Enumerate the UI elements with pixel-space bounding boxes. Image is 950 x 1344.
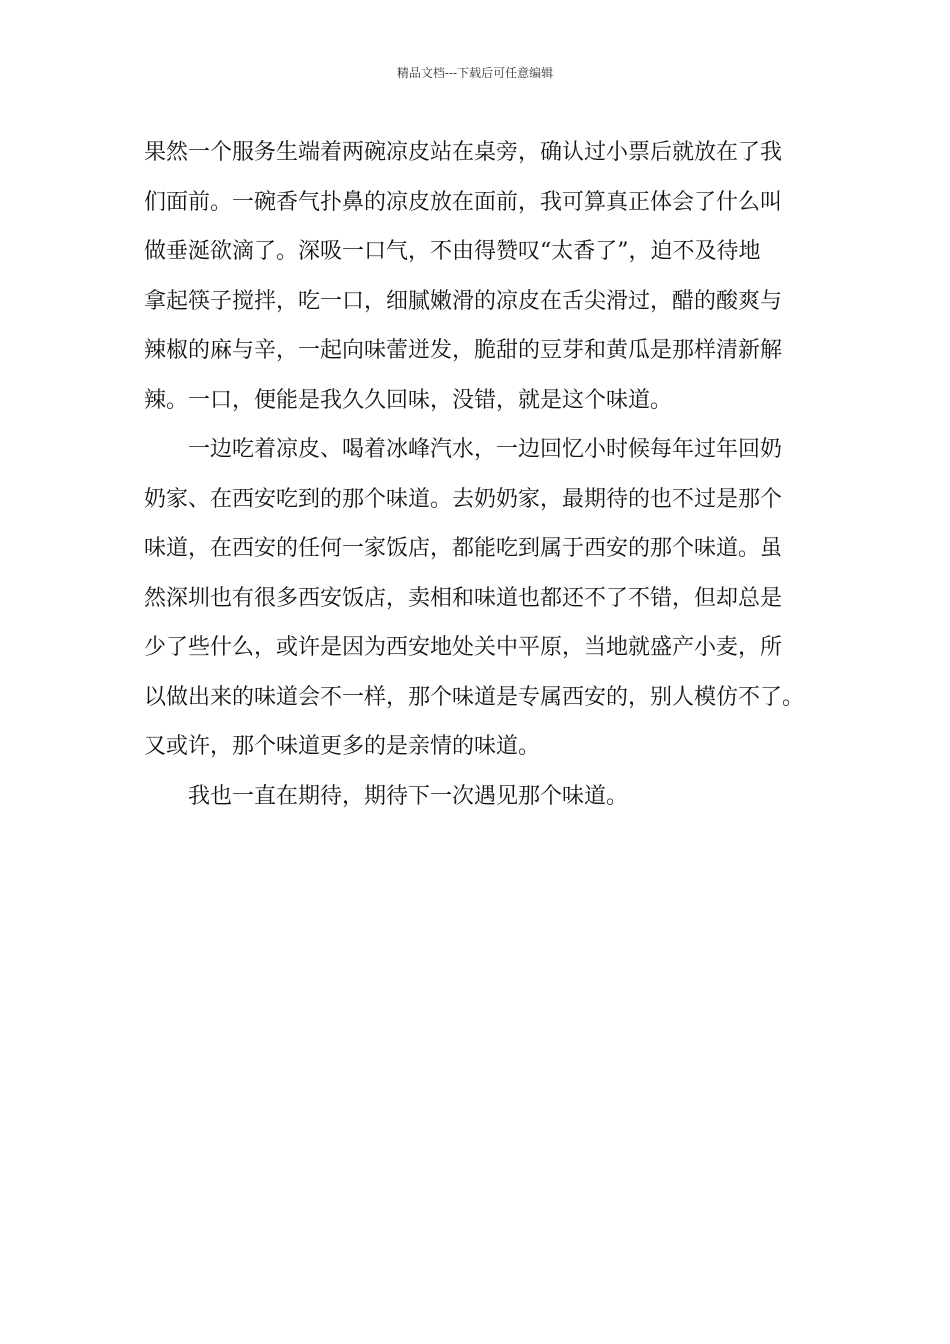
text-line: 拿起筷子搅拌，吃一口，细腻嫩滑的凉皮在舌尖滑过，醋的酸爽与 xyxy=(144,288,783,314)
text-line: 果然一个服务生端着两碗凉皮站在桌旁，确认过小票后就放在了我 xyxy=(144,140,783,165)
document-body xyxy=(144,128,844,821)
text-line: 一边吃着凉皮、喝着冰峰汽水，一边回忆小时候每年过年回奶 xyxy=(144,437,783,462)
text-line: 以做出来的味道会不一样，那个味道是专属西安的，别人模仿不了。 xyxy=(144,684,805,710)
text-line: 奶家、在西安吃到的那个味道。去奶奶家，最期待的也不过是那个 xyxy=(144,486,783,512)
text-line: 辣椒的麻与辛，一起向味蕾迸发，脆甜的豆芽和黄瓜是那样清新解 xyxy=(144,338,783,363)
text-line: 又或许，那个味道更多的是亲情的味道。 xyxy=(144,734,541,759)
text-line: 做垂涎欲滴了。深吸一口气，不由得赞叹“太香了”，迫不及待地 xyxy=(144,239,761,264)
text-line: 我也一直在期待，期待下一次遇见那个味道。 xyxy=(144,783,629,809)
text-line: 辣。一口，便能是我久久回味，没错，就是这个味道。 xyxy=(144,387,673,413)
text-line: 少了些什么，或许是因为西安地处关中平原，当地就盛产小麦，所 xyxy=(144,635,783,660)
page-header: 精品文档---下载后可任意编辑 xyxy=(396,66,554,80)
text-line: 味道，在西安的任何一家饭店，都能吃到属于西安的那个味道。虽 xyxy=(144,536,783,561)
text-line: 然深圳也有很多西安饭店，卖相和味道也都还不了不错，但却总是 xyxy=(144,585,783,611)
text-line: 们面前。一碗香气扑鼻的凉皮放在面前，我可算真正体会了什么叫 xyxy=(144,189,783,215)
